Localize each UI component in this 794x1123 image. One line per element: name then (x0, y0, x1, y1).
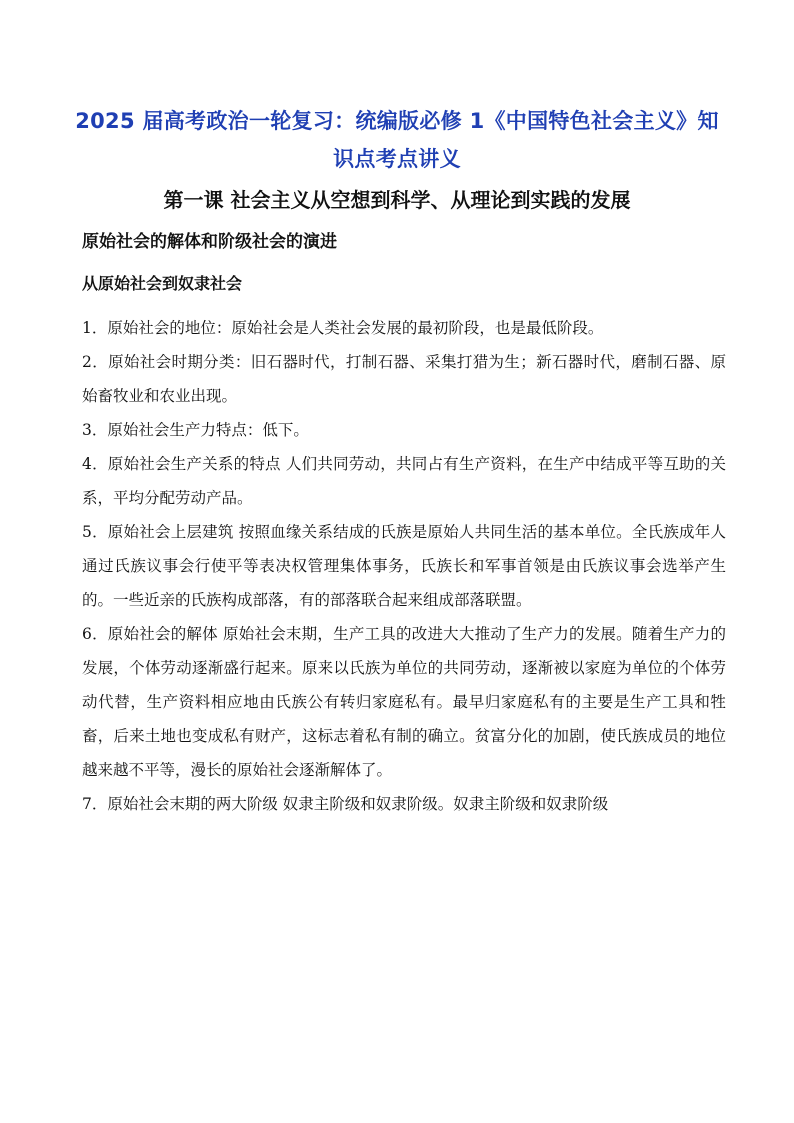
document-title: 2025 届高考政治一轮复习：统编版必修 1《中国特色社会主义》知识点考点讲义 (75, 109, 719, 171)
document-body (82, 311, 726, 821)
section-title: 原始社会的解体和阶级社会的演进 (82, 232, 337, 252)
paragraph-1: 1．原始社会的地位：原始社会是人类社会发展的最初阶段，也是最低阶段。 (82, 319, 604, 337)
paragraph-4: 4．原始社会生产关系的特点 人们共同劳动，共同占有生产资料，在生产中结成平等互助的关系，平均分配劳动产品。 (82, 455, 726, 507)
lesson-title: 第一课 社会主义从空想到科学、从理论到实践的发展 (163, 188, 631, 212)
paragraph-7: 7．原始社会末期的两大阶级 奴隶主阶级和奴隶阶级。奴隶主阶级和奴隶阶级 (82, 795, 609, 813)
paragraph-5: 5．原始社会上层建筑 按照血缘关系结成的氏族是原始人共同生活的基本单位。全氏族成年人通过氏族议事会行使平等表决权管理集体事务，氏族长和军事首领是由氏族议事会选举产生的。一些近亲的氏族构成部落，有的部落联合起来组成部落联盟。 (82, 523, 726, 609)
paragraph-2: 2．原始社会时期分类：旧石器时代，打制石器、采集打猎为生；新石器时代，磨制石器、原始畜牧业和农业出现。 (82, 353, 726, 405)
paragraph-3: 3．原始社会生产力特点：低下。 (82, 421, 309, 439)
subsection-title: 从原始社会到奴隶社会 (82, 274, 243, 293)
paragraph-6: 6．原始社会的解体 原始社会末期，生产工具的改进大大推动了生产力的发展。随着生产力的发展，个体劳动逐渐盛行起来。原来以氏族为单位的共同劳动，逐渐被以家庭为单位的个体劳动代替，生产资料相应地由氏族公有转归家庭私有。最早归家庭私有的主要是生产工具和牲畜，后来土地也变成私有财产，这标志着私有制的确立。贫富分化的加剧，使氏族成员的地位越来越不平等，漫长的原始社会逐渐解体了。 (82, 625, 726, 779)
